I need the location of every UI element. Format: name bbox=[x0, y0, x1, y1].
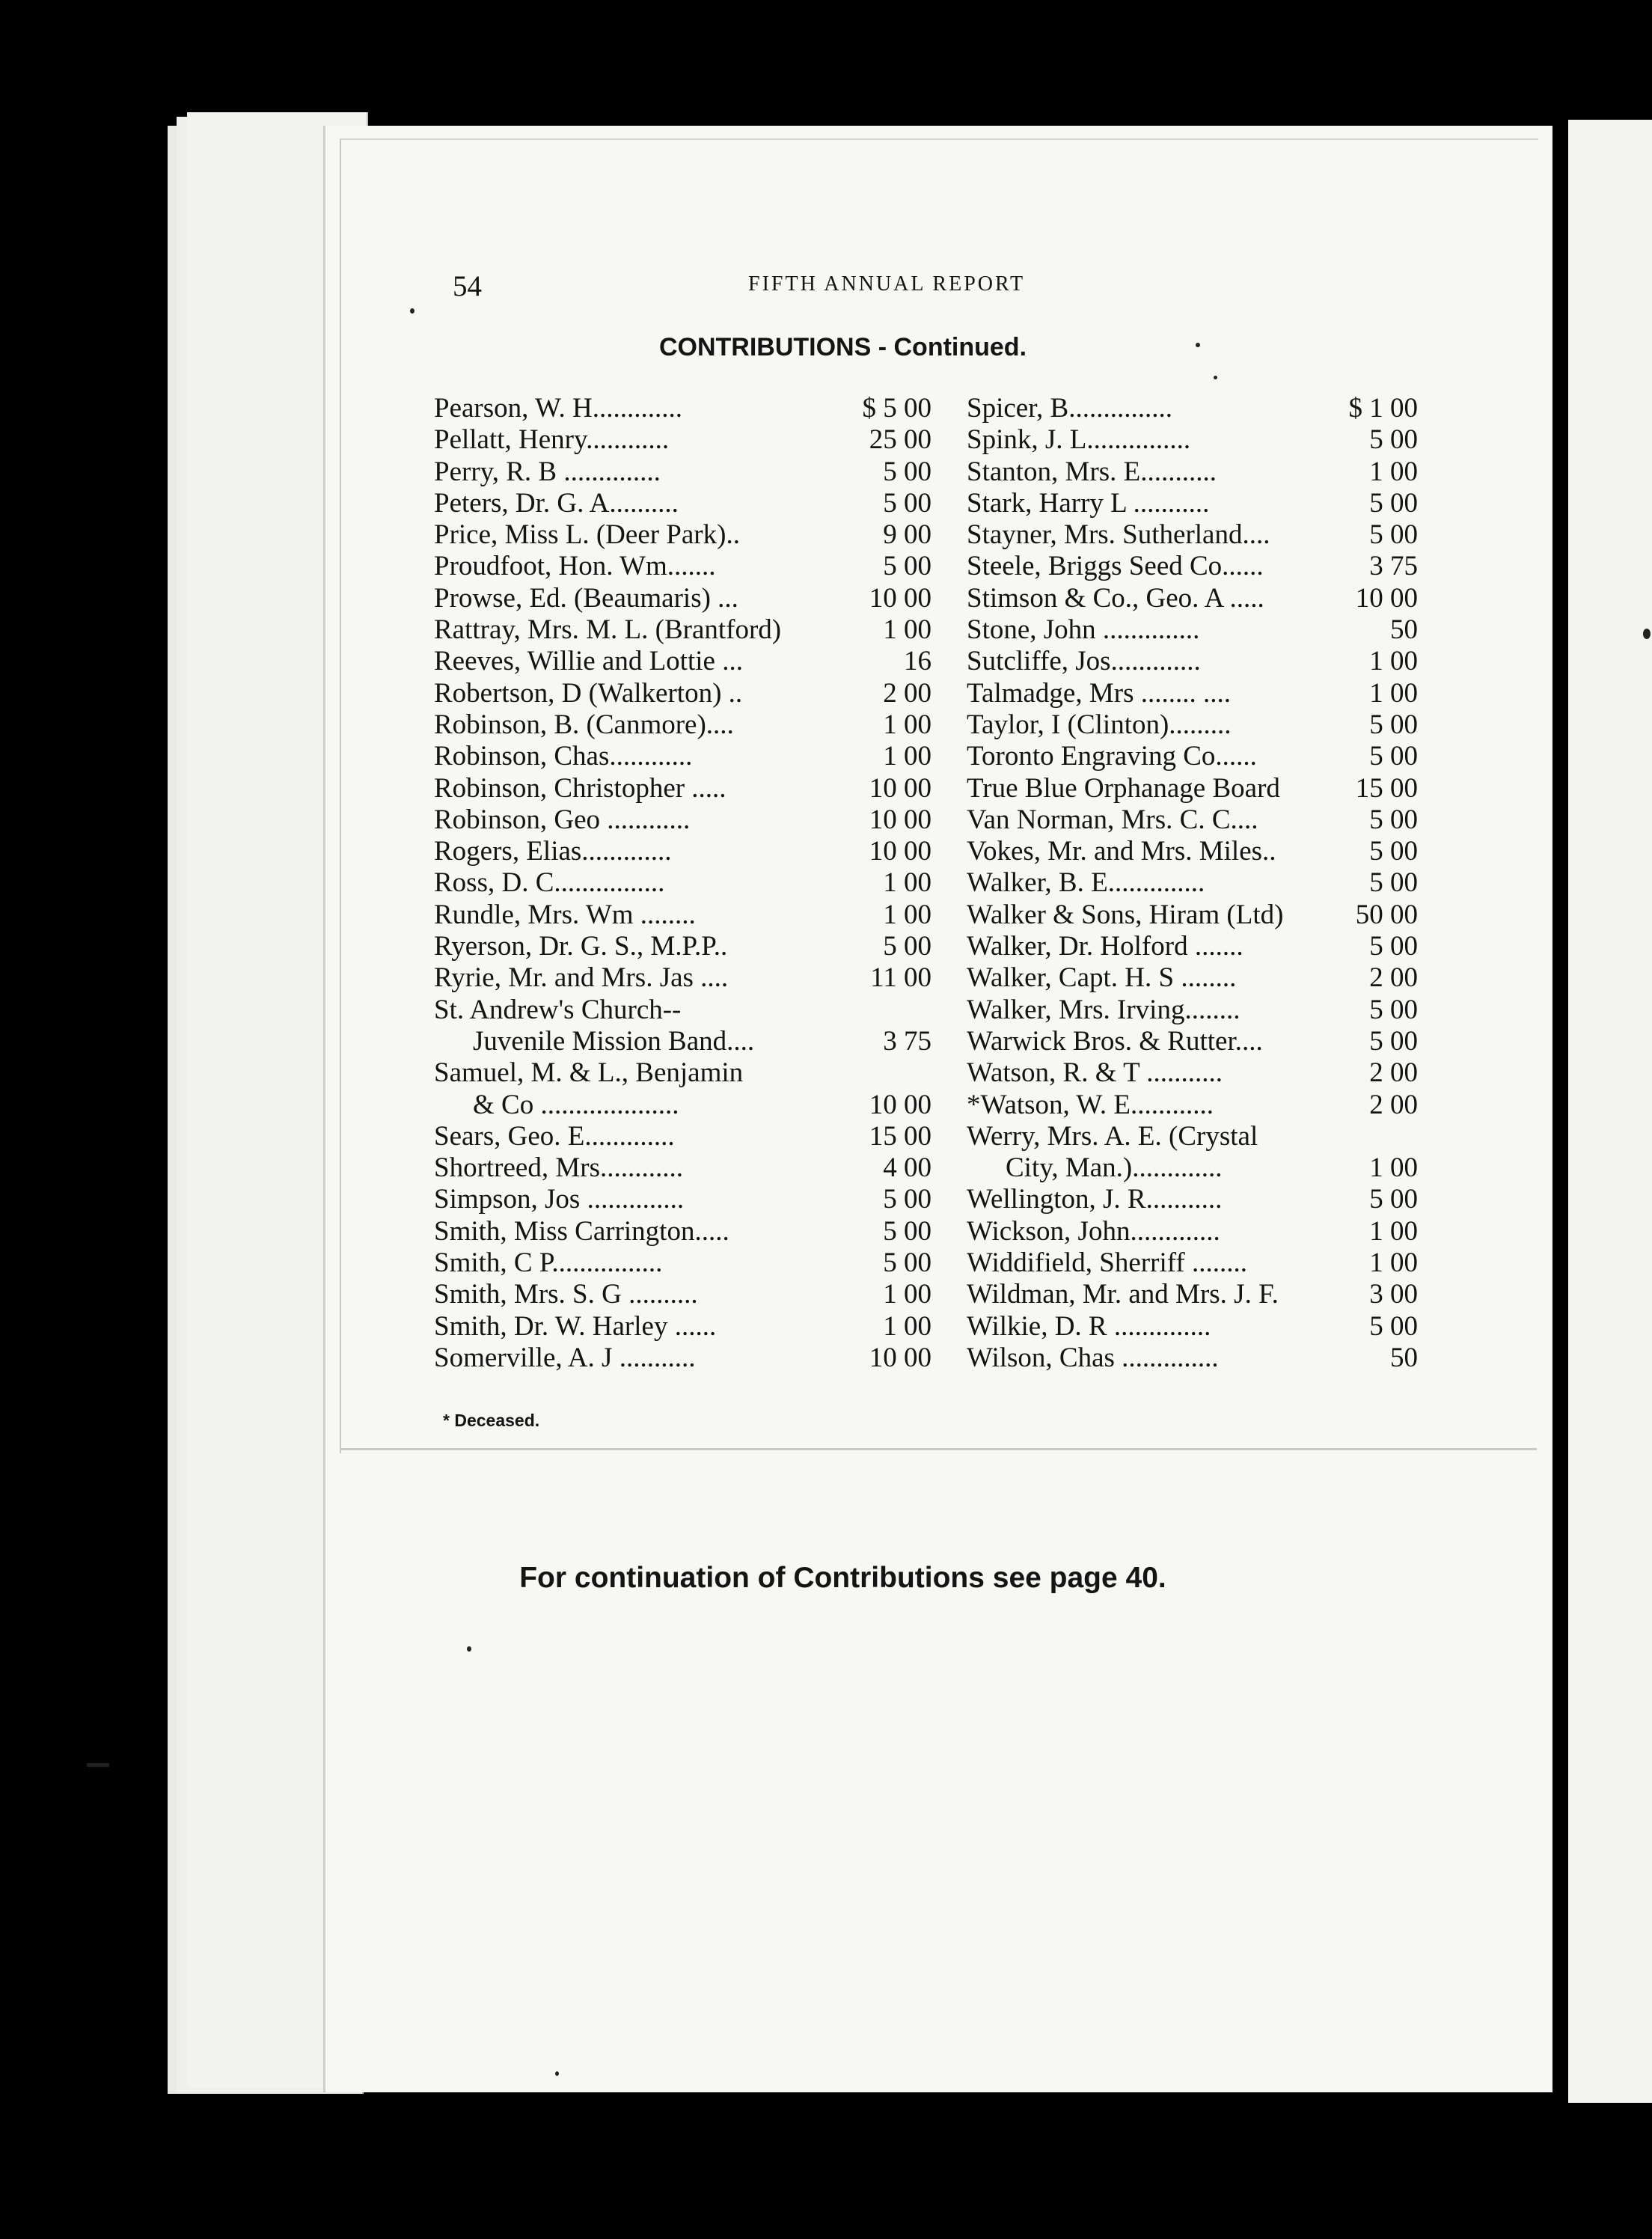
contributor-name: Sutcliffe, Jos............. bbox=[967, 646, 1201, 677]
contributor-name: Wildman, Mr. and Mrs. J. F. bbox=[967, 1279, 1279, 1310]
contribution-entry bbox=[967, 1311, 1418, 1343]
contributor-name: Price, Miss L. (Deer Park).. bbox=[434, 519, 740, 551]
contribution-entry bbox=[434, 551, 931, 582]
contribution-amount: 9 00 bbox=[883, 519, 931, 551]
contributor-name: Walker, Dr. Holford ....... bbox=[967, 931, 1243, 962]
contribution-amount: $ 1 00 bbox=[1348, 393, 1418, 424]
contributor-name: Smith, C P................ bbox=[434, 1247, 663, 1279]
scan-speck bbox=[555, 2071, 559, 2076]
contribution-entry bbox=[434, 519, 931, 551]
contribution-entry bbox=[967, 614, 1418, 646]
contributor-name: Wilkie, D. R .............. bbox=[967, 1310, 1211, 1342]
contribution-entry bbox=[967, 583, 1418, 614]
contributions-right-column bbox=[967, 393, 1418, 1374]
contribution-amount: 1 00 bbox=[883, 709, 931, 740]
contribution-amount: 10 00 bbox=[869, 1342, 931, 1373]
contribution-entry bbox=[434, 1057, 931, 1089]
contributor-name: Robinson, Chas............ bbox=[434, 741, 693, 772]
contribution-entry bbox=[967, 773, 1418, 804]
facing-page-edge bbox=[1568, 120, 1652, 2103]
contribution-entry bbox=[967, 393, 1418, 424]
contributor-name: Steele, Briggs Seed Co...... bbox=[967, 551, 1264, 582]
contribution-amount: 50 bbox=[1390, 614, 1418, 646]
contributor-name: Stayner, Mrs. Sutherland.... bbox=[967, 519, 1270, 551]
page-number: 54 bbox=[453, 270, 482, 302]
contributor-name: Smith, Mrs. S. G .......... bbox=[434, 1279, 698, 1310]
footnote: * Deceased. bbox=[443, 1411, 540, 1430]
contributor-name: Widdifield, Sherriff ........ bbox=[967, 1247, 1247, 1279]
contributor-name: Toronto Engraving Co...... bbox=[967, 741, 1257, 772]
contributor-name: Ryerson, Dr. G. S., M.P.P.. bbox=[434, 931, 728, 962]
contribution-entry bbox=[967, 1247, 1418, 1279]
contributor-name: Shortreed, Mrs............ bbox=[434, 1152, 683, 1184]
contribution-entry bbox=[434, 804, 931, 836]
contribution-amount: 2 00 bbox=[883, 677, 931, 709]
scan-speck bbox=[1196, 343, 1200, 347]
contributor-name: Simpson, Jos .............. bbox=[434, 1184, 685, 1215]
contributor-name: True Blue Orphanage Board bbox=[967, 772, 1280, 804]
contribution-amount: 1 00 bbox=[1369, 456, 1418, 487]
contributor-name: Walker, B. E.............. bbox=[967, 867, 1205, 899]
contribution-amount: 10 00 bbox=[869, 1089, 931, 1120]
contribution-entry bbox=[967, 995, 1418, 1026]
contribution-entry bbox=[434, 741, 931, 772]
running-title: FIFTH ANNUAL REPORT bbox=[748, 272, 1026, 296]
contribution-amount: 3 75 bbox=[1369, 551, 1418, 582]
contributor-name: *Watson, W. E............ bbox=[967, 1089, 1214, 1120]
contribution-entry bbox=[434, 1152, 931, 1184]
contribution-amount: 1 00 bbox=[1369, 1152, 1418, 1184]
contribution-entry bbox=[434, 836, 931, 867]
contribution-entry bbox=[434, 646, 931, 677]
contribution-amount: 1 00 bbox=[1369, 677, 1418, 709]
contribution-amount: 16 bbox=[904, 646, 931, 677]
contributor-name: Samuel, M. & L., Benjamin bbox=[434, 1057, 744, 1089]
contribution-amount: 5 00 bbox=[883, 456, 931, 487]
contributor-name: Pellatt, Henry............ bbox=[434, 424, 670, 456]
contributor-name: Walker, Capt. H. S ........ bbox=[967, 962, 1237, 994]
contributor-name: Stanton, Mrs. E........... bbox=[967, 456, 1217, 487]
contributor-name: Spink, J. L............... bbox=[967, 424, 1191, 456]
scan-speck bbox=[1214, 376, 1217, 379]
contribution-entry bbox=[434, 1090, 931, 1121]
scan-speck bbox=[467, 1646, 471, 1652]
page-fold-line bbox=[340, 1448, 1537, 1450]
contribution-entry bbox=[434, 709, 931, 741]
contribution-entry bbox=[434, 1184, 931, 1215]
contribution-amount: 5 00 bbox=[1369, 804, 1418, 835]
contribution-amount: 11 00 bbox=[870, 962, 931, 994]
contribution-entry bbox=[434, 583, 931, 614]
contribution-amount: 5 00 bbox=[1369, 741, 1418, 772]
contribution-amount: 5 00 bbox=[1369, 709, 1418, 740]
contribution-entry bbox=[967, 1121, 1418, 1152]
contribution-amount: 1 00 bbox=[1369, 646, 1418, 677]
contribution-entry bbox=[967, 1343, 1418, 1374]
scan-speck bbox=[1643, 629, 1651, 639]
contributor-name: Wickson, John............. bbox=[967, 1215, 1220, 1247]
contribution-entry bbox=[434, 456, 931, 488]
contribution-amount: 5 00 bbox=[883, 931, 931, 962]
contributor-name: Robinson, Geo ............ bbox=[434, 804, 691, 835]
contributor-name: Pearson, W. H............. bbox=[434, 393, 682, 424]
contributor-name: Watson, R. & T ........... bbox=[967, 1057, 1223, 1089]
contribution-entry bbox=[434, 1121, 931, 1152]
contribution-entry bbox=[967, 678, 1418, 709]
contribution-amount: 3 75 bbox=[883, 1025, 931, 1057]
contribution-amount: 1 00 bbox=[1369, 1215, 1418, 1247]
contribution-amount: 10 00 bbox=[869, 804, 931, 835]
contribution-entry bbox=[967, 1184, 1418, 1215]
contribution-amount: 2 00 bbox=[1369, 1057, 1418, 1089]
contribution-entry bbox=[434, 424, 931, 456]
contribution-list bbox=[434, 393, 931, 1374]
contribution-amount: 10 00 bbox=[869, 772, 931, 804]
contribution-entry bbox=[434, 867, 931, 899]
contribution-amount: 10 00 bbox=[1355, 582, 1418, 614]
contributor-name: Wilson, Chas .............. bbox=[967, 1342, 1219, 1373]
contribution-amount: 2 00 bbox=[1369, 1089, 1418, 1120]
contribution-entry bbox=[967, 646, 1418, 677]
contribution-amount: 5 00 bbox=[1369, 487, 1418, 519]
contributor-name: Talmadge, Mrs ........ .... bbox=[967, 677, 1231, 709]
contributor-name: Stone, John .............. bbox=[967, 614, 1200, 646]
contributor-name: Somerville, A. J ........... bbox=[434, 1342, 696, 1373]
contribution-amount: 5 00 bbox=[1369, 931, 1418, 962]
contribution-amount: 5 00 bbox=[1369, 1025, 1418, 1057]
contribution-entry bbox=[967, 1026, 1418, 1057]
contribution-amount: 5 00 bbox=[1369, 1184, 1418, 1215]
contribution-entry bbox=[967, 1152, 1418, 1184]
contributor-name: Wellington, J. R........... bbox=[967, 1184, 1223, 1215]
contribution-entry bbox=[434, 899, 931, 931]
contribution-amount: 1 00 bbox=[1369, 1247, 1418, 1279]
contribution-amount: 50 bbox=[1390, 1342, 1418, 1373]
contribution-amount: 5 00 bbox=[883, 551, 931, 582]
contribution-amount: 1 00 bbox=[883, 899, 931, 930]
contributor-name: Perry, R. B .............. bbox=[434, 456, 661, 487]
contribution-entry bbox=[434, 1247, 931, 1279]
contributor-name: Ross, D. C................ bbox=[434, 867, 665, 899]
contributor-name: City, Man.)............. bbox=[1006, 1152, 1223, 1184]
contributor-name: Walker, Mrs. Irving........ bbox=[967, 994, 1240, 1025]
contributor-name: Robinson, B. (Canmore).... bbox=[434, 709, 734, 740]
contributor-name: Stark, Harry L ........... bbox=[967, 487, 1210, 519]
contribution-entry bbox=[967, 1090, 1418, 1121]
contribution-entry bbox=[967, 1279, 1418, 1310]
contribution-amount: 1 00 bbox=[883, 867, 931, 899]
contribution-amount: 5 00 bbox=[883, 487, 931, 519]
contributor-name: Proudfoot, Hon. Wm....... bbox=[434, 551, 716, 582]
contribution-entry bbox=[434, 614, 931, 646]
contribution-amount: 5 00 bbox=[1369, 424, 1418, 456]
contribution-amount: 1 00 bbox=[883, 1310, 931, 1342]
contribution-amount: 10 00 bbox=[869, 836, 931, 867]
contribution-amount: 2 00 bbox=[1369, 962, 1418, 994]
contribution-entry bbox=[967, 804, 1418, 836]
contribution-entry bbox=[434, 995, 931, 1026]
contributor-name: Smith, Dr. W. Harley ...... bbox=[434, 1310, 717, 1342]
contribution-entry bbox=[967, 551, 1418, 582]
contributor-name: Rattray, Mrs. M. L. (Brantford) bbox=[434, 614, 782, 646]
contributor-name: Spicer, B............... bbox=[967, 393, 1172, 424]
contribution-amount: 15 00 bbox=[869, 1120, 931, 1152]
contribution-amount: 5 00 bbox=[883, 1184, 931, 1215]
contributor-name: Sears, Geo. E............. bbox=[434, 1120, 675, 1152]
contribution-amount: 5 00 bbox=[883, 1215, 931, 1247]
contributor-name: Peters, Dr. G. A.......... bbox=[434, 487, 679, 519]
contributor-name: Walker & Sons, Hiram (Ltd) bbox=[967, 899, 1284, 930]
contribution-amount: 5 00 bbox=[883, 1247, 931, 1279]
contribution-entry bbox=[967, 1057, 1418, 1089]
contribution-entry bbox=[967, 1216, 1418, 1247]
contributor-name: Ryrie, Mr. and Mrs. Jas .... bbox=[434, 962, 729, 994]
contribution-amount: 1 00 bbox=[883, 614, 931, 646]
contributor-name: & Co .................... bbox=[473, 1089, 679, 1120]
contribution-amount: 5 00 bbox=[1369, 836, 1418, 867]
contribution-entry bbox=[434, 678, 931, 709]
contributor-name: Werry, Mrs. A. E. (Crystal bbox=[967, 1120, 1258, 1152]
contribution-list bbox=[967, 393, 1418, 1374]
contribution-entry bbox=[967, 836, 1418, 867]
contributor-name: Smith, Miss Carrington..... bbox=[434, 1215, 729, 1247]
contributions-left-column bbox=[434, 393, 973, 1374]
contributor-name: Reeves, Willie and Lottie ... bbox=[434, 646, 743, 677]
contribution-entry bbox=[434, 393, 931, 424]
contributor-name: St. Andrew's Church-- bbox=[434, 994, 682, 1025]
contribution-entry bbox=[967, 931, 1418, 962]
contribution-amount: 3 00 bbox=[1369, 1279, 1418, 1310]
contribution-amount: 5 00 bbox=[1369, 994, 1418, 1025]
contribution-amount: 10 00 bbox=[869, 582, 931, 614]
scan-speck bbox=[410, 308, 414, 314]
continuation-note: For continuation of Contributions see page 40. bbox=[519, 1562, 1166, 1594]
contribution-amount: 4 00 bbox=[883, 1152, 931, 1184]
contributor-name: Robertson, D (Walkerton) .. bbox=[434, 677, 743, 709]
contributor-name: Van Norman, Mrs. C. C.... bbox=[967, 804, 1258, 835]
contribution-entry bbox=[967, 962, 1418, 994]
contribution-entry bbox=[434, 1311, 931, 1343]
contributor-name: Stimson & Co., Geo. A ..... bbox=[967, 582, 1264, 614]
contribution-amount: 5 00 bbox=[1369, 1310, 1418, 1342]
contribution-entry bbox=[434, 1343, 931, 1374]
contribution-entry bbox=[967, 709, 1418, 741]
section-heading: CONTRIBUTIONS - Continued. bbox=[658, 333, 1027, 361]
contributor-name: Rogers, Elias............. bbox=[434, 836, 672, 867]
contribution-entry bbox=[434, 1216, 931, 1247]
contributor-name: Vokes, Mr. and Mrs. Miles.. bbox=[967, 836, 1276, 867]
contribution-entry bbox=[434, 931, 931, 962]
contribution-entry bbox=[434, 962, 931, 994]
contribution-entry bbox=[434, 1026, 931, 1057]
contribution-amount: 15 00 bbox=[1355, 772, 1418, 804]
contribution-entry bbox=[967, 899, 1418, 931]
contribution-entry bbox=[434, 488, 931, 519]
contribution-entry bbox=[967, 488, 1418, 519]
contribution-amount: 5 00 bbox=[1369, 867, 1418, 899]
contribution-amount: 25 00 bbox=[869, 424, 931, 456]
contributor-name: Prowse, Ed. (Beaumaris) ... bbox=[434, 582, 738, 614]
contribution-entry bbox=[967, 519, 1418, 551]
contribution-amount: 1 00 bbox=[883, 741, 931, 772]
contribution-entry bbox=[967, 741, 1418, 772]
contribution-entry bbox=[967, 424, 1418, 456]
contribution-amount: 1 00 bbox=[883, 1279, 931, 1310]
contribution-amount: $ 5 00 bbox=[862, 393, 931, 424]
contribution-entry bbox=[434, 1279, 931, 1310]
contribution-entry bbox=[434, 773, 931, 804]
contributor-name: Taylor, I (Clinton)......... bbox=[967, 709, 1232, 740]
scan-speck bbox=[87, 1763, 109, 1767]
contributor-name: Robinson, Christopher ..... bbox=[434, 772, 726, 804]
contribution-amount: 50 00 bbox=[1355, 899, 1418, 930]
contributor-name: Warwick Bros. & Rutter.... bbox=[967, 1025, 1263, 1057]
contributor-name: Juvenile Mission Band.... bbox=[473, 1025, 755, 1057]
contribution-entry bbox=[967, 867, 1418, 899]
contributor-name: Rundle, Mrs. Wm ........ bbox=[434, 899, 696, 930]
contribution-entry bbox=[967, 456, 1418, 488]
contribution-amount: 5 00 bbox=[1369, 519, 1418, 551]
